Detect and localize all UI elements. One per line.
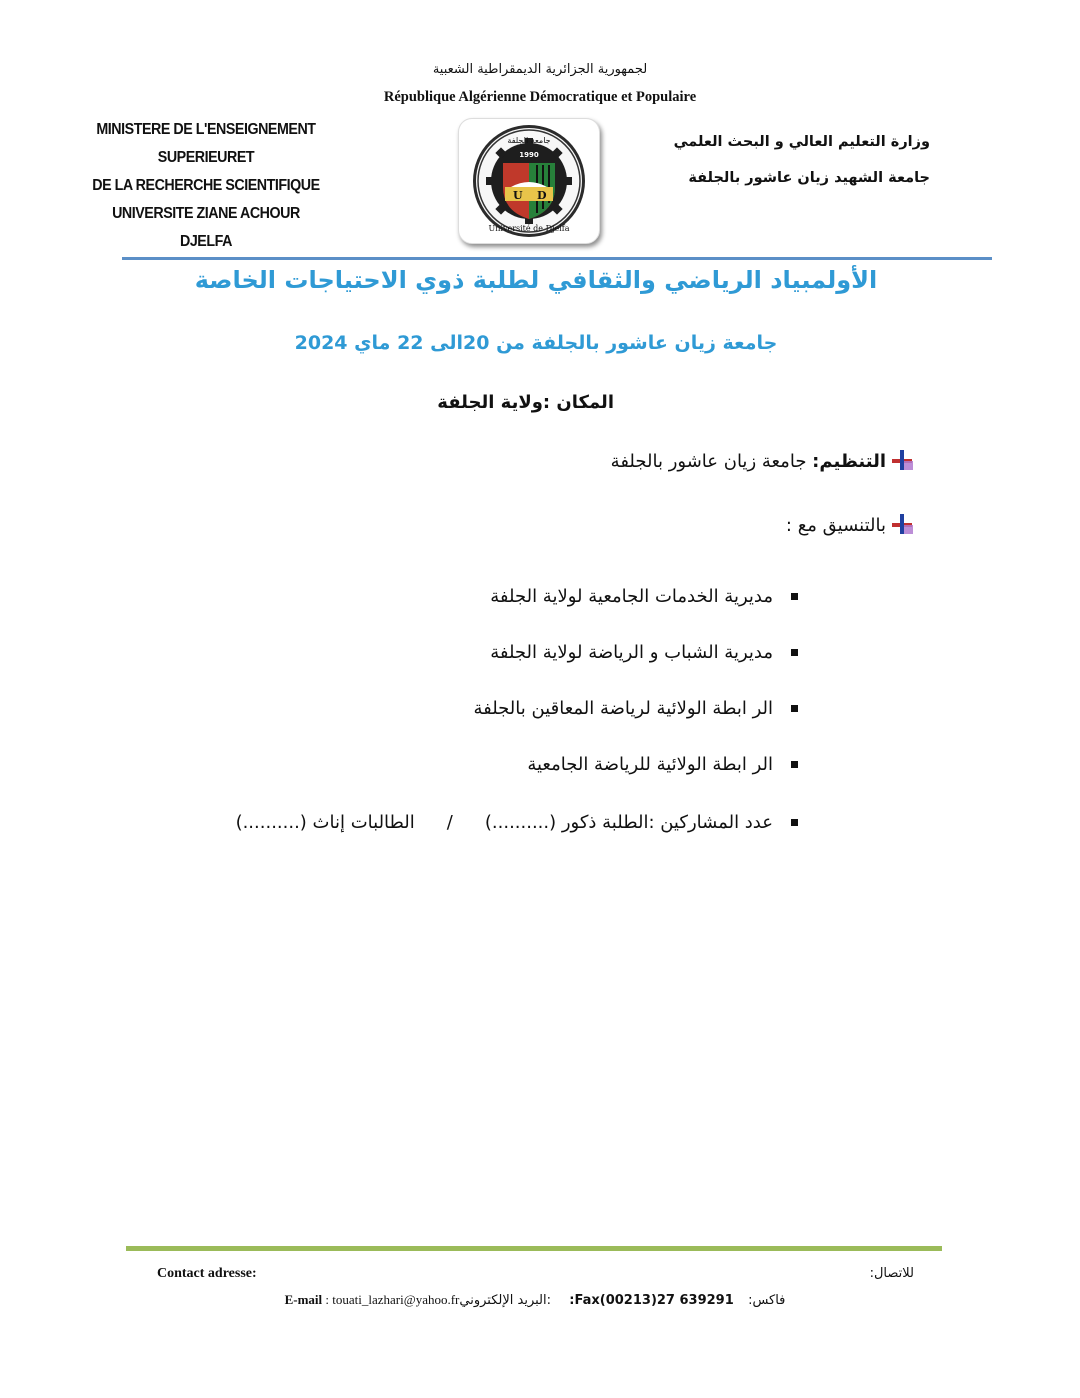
logo-letter-d: D: [537, 189, 547, 202]
university-seal-icon: [467, 123, 591, 239]
square-bullet-icon: [791, 649, 798, 656]
organization-label: التنظيم:: [812, 450, 886, 472]
logo-letter-u: U: [513, 189, 523, 202]
university-line: UNIVERSITE ZIANE ACHOUR: [112, 205, 300, 222]
list-item: [236, 812, 798, 833]
email-label-arabic: :البريد الإلكتروني: [459, 1293, 552, 1308]
participants-female: الطالبات إناث (..........): [235, 812, 415, 833]
list-item: [527, 754, 798, 775]
logo-bottom-text: Université de Djelfa: [488, 224, 570, 233]
partner-name: مديرية الشباب و الرياضة لولاية الجلفة: [490, 642, 773, 663]
contact-label-french: Contact adresse:: [157, 1266, 257, 1281]
organization-text: [611, 451, 886, 472]
contact-label-arabic: للاتصال:: [869, 1266, 914, 1281]
partner-name: مديرية الخدمات الجامعية لولاية الجلفة: [490, 586, 773, 607]
logo-year: 1990: [519, 151, 539, 159]
fax-number: :Fax(00213)27 639291: [569, 1293, 734, 1308]
event-place: المكان :ولاية الجلفة: [437, 392, 614, 413]
list-item: [473, 698, 798, 719]
square-bullet-icon: [791, 705, 798, 712]
coordination-line: [786, 514, 914, 536]
city-line: DJELFA: [179, 233, 232, 250]
university-arabic-line: جامعة الشهيد زيان عاشور بالجلفة: [688, 170, 930, 186]
logo-top-text: جامعة الجلفة: [507, 136, 551, 145]
republic-arabic: لجمهورية الجزائرية الديمقراطية الشعبية: [432, 62, 648, 77]
ministry-arabic-line: وزارة التعليم العالي و البحث العلمي: [673, 134, 930, 150]
ministry-line-2: DE LA RECHERCHE SCIENTIFIQUE: [92, 177, 320, 194]
header-divider: [122, 257, 992, 260]
plus-bullet-icon: [892, 514, 914, 536]
email-label: E-mail: [284, 1292, 323, 1307]
square-bullet-icon: [791, 761, 798, 768]
participants-separator: /: [446, 812, 453, 833]
event-title: الأولمبياد الرياضي والثقافي لطلبة ذوي الاحتياجات الخاصة: [194, 266, 878, 294]
list-item: [490, 586, 798, 607]
ministry-french-block: [56, 116, 356, 256]
republic-french: République Algérienne Démocratique et Populaire: [383, 89, 697, 105]
email-address[interactable]: : touati_lazhari@yahoo.fr: [322, 1292, 460, 1307]
fax-label-arabic: فاكس:: [748, 1293, 786, 1308]
partner-name: الر ابطة الولائية لرياضة المعاقين بالجلفة: [473, 698, 773, 719]
organization-value: جامعة زيان عاشور بالجلفة: [610, 450, 813, 472]
event-subtitle: جامعة زيان عاشور بالجلفة من 20الى 22 ماي 2024: [294, 332, 778, 354]
square-bullet-icon: [791, 819, 798, 826]
footer-divider: [126, 1246, 942, 1251]
plus-bullet-icon: [892, 450, 914, 472]
university-logo: [458, 118, 600, 244]
contact-details: [0, 1292, 1070, 1308]
coordination-label: بالتنسيق مع :: [785, 514, 886, 536]
square-bullet-icon: [791, 593, 798, 600]
partner-name: الر ابطة الولائية للرياضة الجامعية: [527, 754, 773, 775]
organization-line: [611, 450, 914, 472]
ministry-arabic-block: [674, 124, 930, 196]
list-item: [490, 642, 798, 663]
ministry-line-1: MINISTERE DE L'ENSEIGNEMENT SUPERIEURET: [96, 121, 316, 166]
participants-count: عدد المشاركين :الطلبة ذكور (..........): [484, 812, 773, 833]
